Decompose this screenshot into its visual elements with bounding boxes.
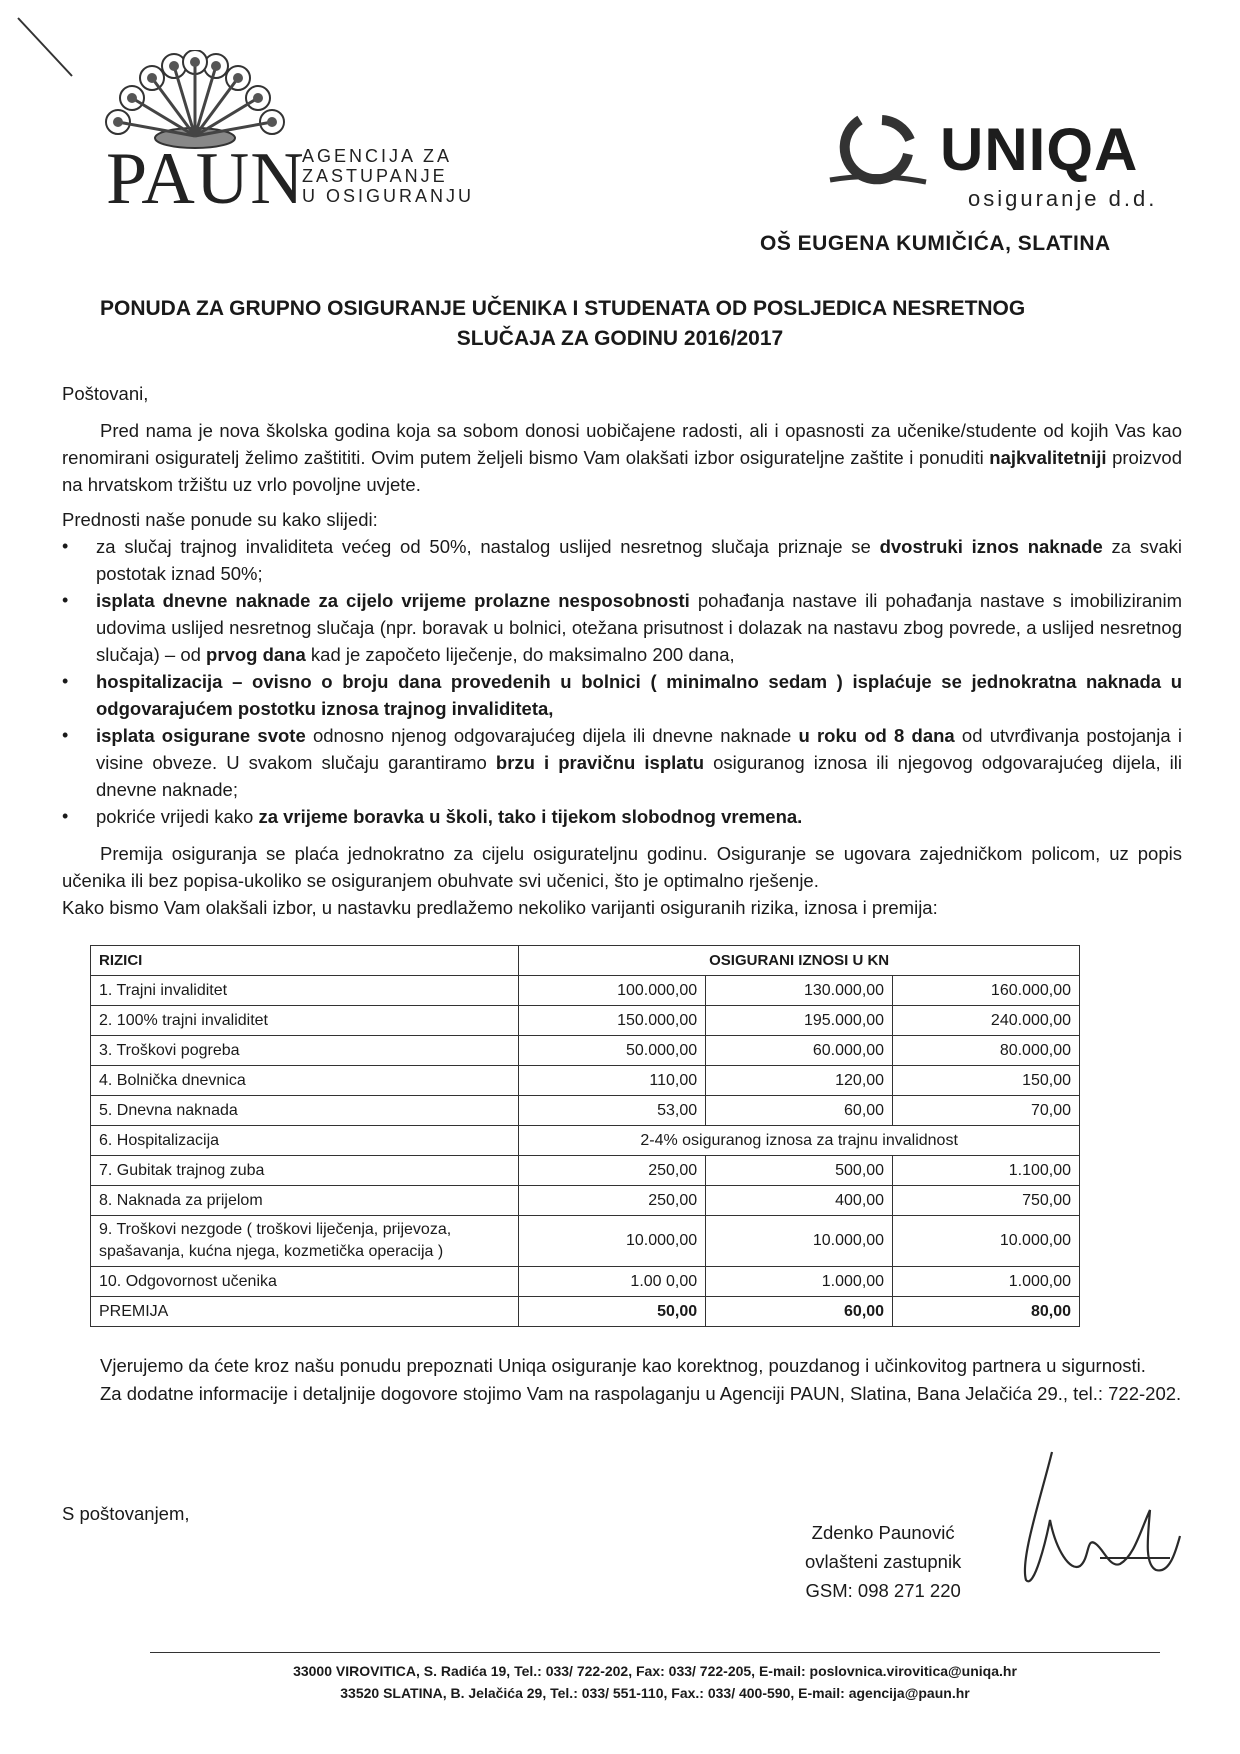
list-item: • isplata osigurane svote odnosno njenog odgovarajućeg dijela ili dnevne naknade u roku od 8 dana od utvrđivanja postojanja i visine obveze. U svakom slučaju garantiramo brzu i pravičnu isplatu osiguranog iznosa ili njegovog odgovarajućeg dijela, ili dnevne naknade; xyxy=(62,722,1182,803)
handwritten-signature xyxy=(1000,1440,1190,1600)
signer-gsm: GSM: 098 271 220 xyxy=(805,1580,961,1601)
closing-paragraph-2: Za dodatne informacije i detaljnije dogovore stojimo Vam na raspolaganju u Agenciji PAUN, Slatina, Bana Jelačića 29., tel.: 722-202. xyxy=(100,1383,1182,1404)
uniqa-q-icon xyxy=(820,110,930,200)
uniqa-wordmark: UNIQA xyxy=(940,116,1139,183)
table-row: 7. Gubitak trajnog zuba 250,00 500,00 1.100,00 xyxy=(91,1156,1080,1186)
table-row: 5. Dnevna naknada 53,00 60,00 70,00 xyxy=(91,1096,1080,1126)
uniqa-subtitle: osiguranje d.d. xyxy=(968,186,1158,211)
uniqa-logo xyxy=(820,110,1160,220)
footer-address-slatina: 33520 SLATINA, B. Jelačića 29, Tel.: 033/ 551-110, Fax.: 033/ 400-590, E-mail: agencija@paun.hr xyxy=(340,1685,970,1701)
signer-role: ovlašteni zastupnik xyxy=(805,1551,962,1572)
corner-pen-mark xyxy=(10,10,80,80)
table-row: 4. Bolnička dnevnica 110,00 120,00 150,00 xyxy=(91,1066,1080,1096)
advantages-list xyxy=(62,533,1182,830)
paun-logo xyxy=(100,50,500,220)
regards: S poštovanjem, xyxy=(62,1503,190,1524)
closing-paragraph-1: Vjerujemo da ćete kroz našu ponudu prepoznati Uniqa osiguranje kao korektnog, pouzdanog i učinkovitog partnera u sigurnosti. xyxy=(100,1355,1146,1376)
signer-block xyxy=(805,1518,961,1605)
peacock-fan-icon xyxy=(100,50,290,150)
variants-paragraph: Kako bismo Vam olakšali izbor, u nastavku predlažemo nekoliko varijanti osiguranih rizika, iznosa i premija: xyxy=(62,897,938,918)
insurance-risks-table xyxy=(90,945,1080,1327)
table-row: 3. Troškovi pogreba 50.000,00 60.000,00 80.000,00 xyxy=(91,1036,1080,1066)
table-row: 10. Odgovornost učenika 1.00 0,00 1.000,00 1.000,00 xyxy=(91,1267,1080,1297)
table-row: 9. Troškovi nezgode ( troškovi liječenja, prijevoza, spašavanja, kućna njega, kozmetička operacija ) 10.000,00 10.000,00 10.000,00 xyxy=(91,1216,1080,1267)
list-item: • pokriće vrijedi kako za vrijeme boravka u školi, tako i tijekom slobodnog vremena. xyxy=(62,803,1182,830)
table-row: 2. 100% trajni invaliditet 150.000,00 195.000,00 240.000,00 xyxy=(91,1006,1080,1036)
offer-title-line-2: SLUČAJA ZA GODINU 2016/2017 xyxy=(456,327,784,350)
recipient-school: OŠ EUGENA KUMIČIĆA, SLATINA xyxy=(760,232,1111,255)
list-item: • isplata dnevne naknade za cijelo vrijeme prolazne nesposobnosti pohađanja nastave ili pohađanja nastave s imobiliziranim udovima uslijed nesretnog slučaja (npr. boravak u bolnici, otežana prisutnost i dolazak na nastavu zbog povrede, a uslijed nesretnog slučaja) – od prvog dana kad je započeto liječenje, do maksimalno 200 dana, xyxy=(62,587,1182,668)
premium-row: PREMIJA 50,00 60,00 80,00 xyxy=(91,1297,1080,1327)
list-item: • za slučaj trajnog invaliditeta većeg od 50%, nastalog uslijed nesretnog slučaja priznaje se dvostruki iznos naknade za svaki postotak iznad 50%; xyxy=(62,533,1182,587)
list-item: • hospitalizacija – ovisno o broju dana provedenih u bolnici ( minimalno sedam ) isplaćuje se jednokratna naknada u odgovarajućem postotku iznosa trajnog invaliditeta, xyxy=(62,668,1182,722)
paun-wordmark: PAUN xyxy=(106,138,305,220)
signer-name: Zdenko Paunović xyxy=(811,1522,955,1543)
amounts-header: OSIGURANI IZNOSI U KN xyxy=(519,946,1080,976)
table-row: 6. Hospitalizacija 2-4% osiguranog iznosa za trajnu invalidnost xyxy=(91,1126,1080,1156)
intro-paragraph: Pred nama je nova školska godina koja sa sobom donosi uobičajene radosti, ali i opasnosti za učenike/studente od kojih Vas kao renomirani osiguratelj želimo zaštititi. Ovim putem željeli bismo Vam olakšati izbor osigurateljne zaštite i ponuditi najkvalitetniji proizvod na hrvatskom tržištu uz vrlo povoljne uvjete. xyxy=(62,420,1182,495)
table-row: 1. Trajni invaliditet 100.000,00 130.000,00 160.000,00 xyxy=(91,976,1080,1006)
closing-paragraphs xyxy=(62,1352,1182,1408)
paun-tagline: AGENCIJA ZA ZASTUPANJE U OSIGURANJU xyxy=(302,146,475,206)
risks-header: RIZICI xyxy=(91,946,519,976)
table-row: 8. Naknada za prijelom 250,00 400,00 750,00 xyxy=(91,1186,1080,1216)
advantages-intro: Prednosti naše ponude su kako slijedi: xyxy=(62,509,378,530)
offer-title-line-1: PONUDA ZA GRUPNO OSIGURANJE UČENIKA I STUDENATA OD POSLJEDICA NESRETNOG xyxy=(100,297,1026,320)
premium-paragraph: Premija osiguranja se plaća jednokratno za cijelu osigurateljnu godinu. Osiguranje se ugovara zajedničkom policom, uz popis učenika ili bez popisa-ukoliko se osiguranjem obuhvate svi učenici, što je optimalno rješenje. xyxy=(62,843,1182,891)
footer-divider xyxy=(150,1652,1160,1653)
footer xyxy=(150,1660,1160,1704)
letter-body xyxy=(62,380,1182,921)
greeting: Poštovani, xyxy=(62,383,149,404)
table-header-row xyxy=(91,946,1080,976)
footer-address-virovitica: 33000 VIROVITICA, S. Radića 19, Tel.: 033/ 722-202, Fax: 033/ 722-205, E-mail: poslovnica.virovitica@uniqa.hr xyxy=(293,1663,1017,1679)
